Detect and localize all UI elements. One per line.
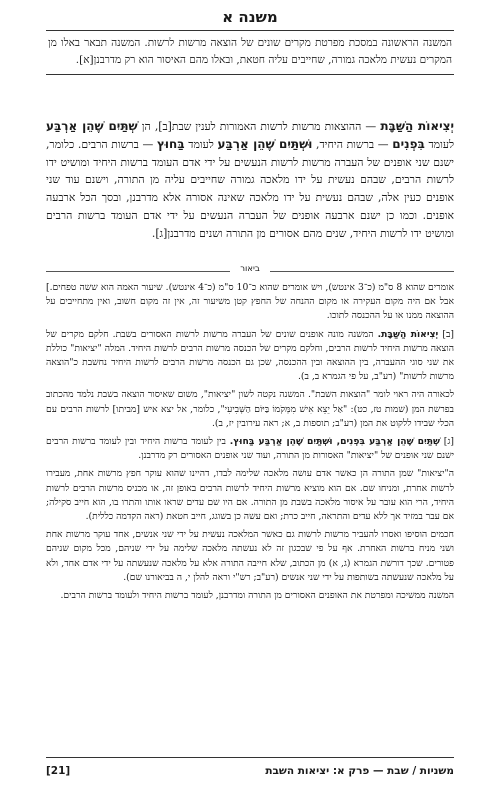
note-paragraph [46,435,454,463]
main-text-3: — ברשות היחיד, [312,137,393,151]
main-head-1: יְצִיאוֹת הַשַּׁבָּת [380,119,454,133]
footer-title: משניות / שבת — פרק א: יציאות השבת [265,765,454,777]
main-text-2: לעומד [424,137,454,151]
biur-divider [46,265,454,277]
note-paragraph [46,328,454,385]
main-text-1: — ההוצאות מרשות לרשות האמורות לענין שבת[ב], הן [137,120,381,133]
main-text-5: — ברשות הרבים. כלומר, ישנם שני אופנים של העברה מרשות לרשות הנעשים על ידי אדם העומד ברשות היחיד ומושיט ידו לרשות הרבים, שבהם נעשית על ידו מלאכה גמורה שחייבים עליה מן התורה, וישנם עוד שני אופנים כעין אלה, שבהם נעשית על ידו מלאכה שאינה אסורה אלא מדרבנן, ובסך הכל ארבעה אופנים. וכמו כן ישנם ארבעה אופנים של העברה הנעשים על ידי אדם העומד ברשות הרבים ומושיט ידו לרשות היחיד, שנים מהם אסורים מן התורה ושנים מדרבנן[ג]. [46,137,454,240]
main-text [46,118,454,243]
page-footer [46,763,454,783]
note-paragraph: אומרים שהוא 8 ס"מ (כ־3 אינטש), ויש אומרים שהוא כ־10 ס"מ (כ־4 אינטש). שיעור האמה הוא ששה טפחים.] אבל אם היה מקום העקירה או מקום ההנחה של החפץ קטן משיעור זה, אין זה מקום חשוב, ואין מתחייבים על ההוצאה ממנו או על ההכנסה לתוכו. [46,282,454,322]
page-number: [21] [46,765,71,777]
main-head-3: בִּפְנִים [392,136,425,151]
intro-box: המשנה הראשונה במסכת מפרטת מקרים שונים של הוצאה מרשות לרשות. המשנה תבאר באלו מן המקרים נעשית מלאכה גמורה, שחייבים עליה חטאת, ובאלו מהם האיסור הוא רק מדרבנן[א]. [46,30,454,75]
note-paragraph: ה"יציאות" שמן התורה הן כאשר אדם עושה מלאכה שלימה לבדו, דהיינו שהוא עוקר חפץ מרשות אחת, מעבירו לרשות אחרת, ומניחו שם. אם הוא מוציא מרשות היחיד לרשות הרבים באופן זה, או מכניס מרשות הרבים לרשות היחיד, הרי הוא עובר על איסור מלאכה בשבת מן התורה. אם היו שם עדים שראו אותו והתרו בו, הוא חייב סקילה; אם עבר במזיד אך ללא עדים והתראה, חייב כרת; ואם עשה כן בשוגג, חייב חטאת (ראה הקדמה כללית). [46,468,454,523]
note-text: בין לעומד ברשות היחיד ובין לעומד ברשות הרבים ישנם שני אופנים של "יציאות" האסורות מן התורה, ועוד שני אופנים האסורים רק מדרבנן. [46,436,454,462]
note-head: יְצִיאוֹת הַשַּׁבָּת. [377,328,439,340]
note-paragraph: המשנה ממשיכה ומפרטת את האופנים האסורים מן התורה ומדרבנן, לעומד ברשות היחיד ולעומד ברשות הרבים. [60,590,454,602]
footer-line [46,757,454,758]
main-head-4: וּשְׁתַּיִם שֶׁהֵן אַרְבַּע [217,136,313,151]
note-text: המשנה מונה אופנים שונים של העברה מרשות לרשות האסורים בשבת. חלקם מקרים של הוצאה מרשות היחיד לרשות הרבים, וחלקם מקרים של הכנסה מרשות הרבים לרשות היחיד. המלה "יציאות" כוללת את שני סוגי ההעברה, בין ההוצאה ובין ההכנסה, שכן גם הכנסה מרשות הרבים לרשות היחיד נחשבת כ"הוצאה מרשות לרשות" (רע"ב, על פי הגמרא ב, ב). [46,328,454,383]
note-head: שְׁתַּיִם שֶׁהֵן אַרְבַּע בִּפְנִים, וּשְׁתַּיִם שֶׁהֵן אַרְבַּע בַּחוּץ. [229,436,440,448]
note-tag: [ב] [442,328,455,340]
note-tag: [ג] [443,436,454,448]
main-text-4: לעומד [184,137,218,151]
mishnah-title: משנה א [222,8,278,26]
note-paragraph: לכאורה היה ראוי לומר "הוצאות השבת". המשנה נקטה לשון "יציאות", משום שאיסור הוצאה בשבת נלמד מהכתוב בפרשת המן (שמות טז, כט): "אַל יֵצֵא אִישׁ מִמְּקֹמוֹ בַּיּוֹם הַשְּׁבִיעִי", כלומר, אל יצא איש [מביתו] לרשות הרבים עם הכלי שבידו ללקוט את המן (רע"ב; תוספות ב, א; ראה עירובין יז, ב). [46,389,454,429]
note-paragraph: חכמים הוסיפו ואסרו להעביר מרשות לרשות גם כאשר המלאכה נעשית על ידי שני אנשים, אחד עוקר מרשות אחת ושני מניח ברשות האחרת. אף על פי שבכגון זה לא נעשתה מלאכה שלימה על ידי שניהם, מכל מקום שניהם פטורים. שכך דורשת הגמרא (ג, א) מן הכתוב, שלא חייבה התורה אלא על מלאכה שנעשתה על ידי אדם אחד, ולא על מלאכה שנעשתה בשותפות על ידי שני אנשים (רע"ב; רש"י וראה להלן י, ה בביאורנו שם). [46,529,454,583]
main-head-5: בַּחוּץ [156,136,185,151]
main-head-2: שְׁתַּיִם שֶׁהֵן אַרְבַּע [46,119,138,133]
notes [46,281,454,607]
biur-label: ביאור [230,264,270,274]
